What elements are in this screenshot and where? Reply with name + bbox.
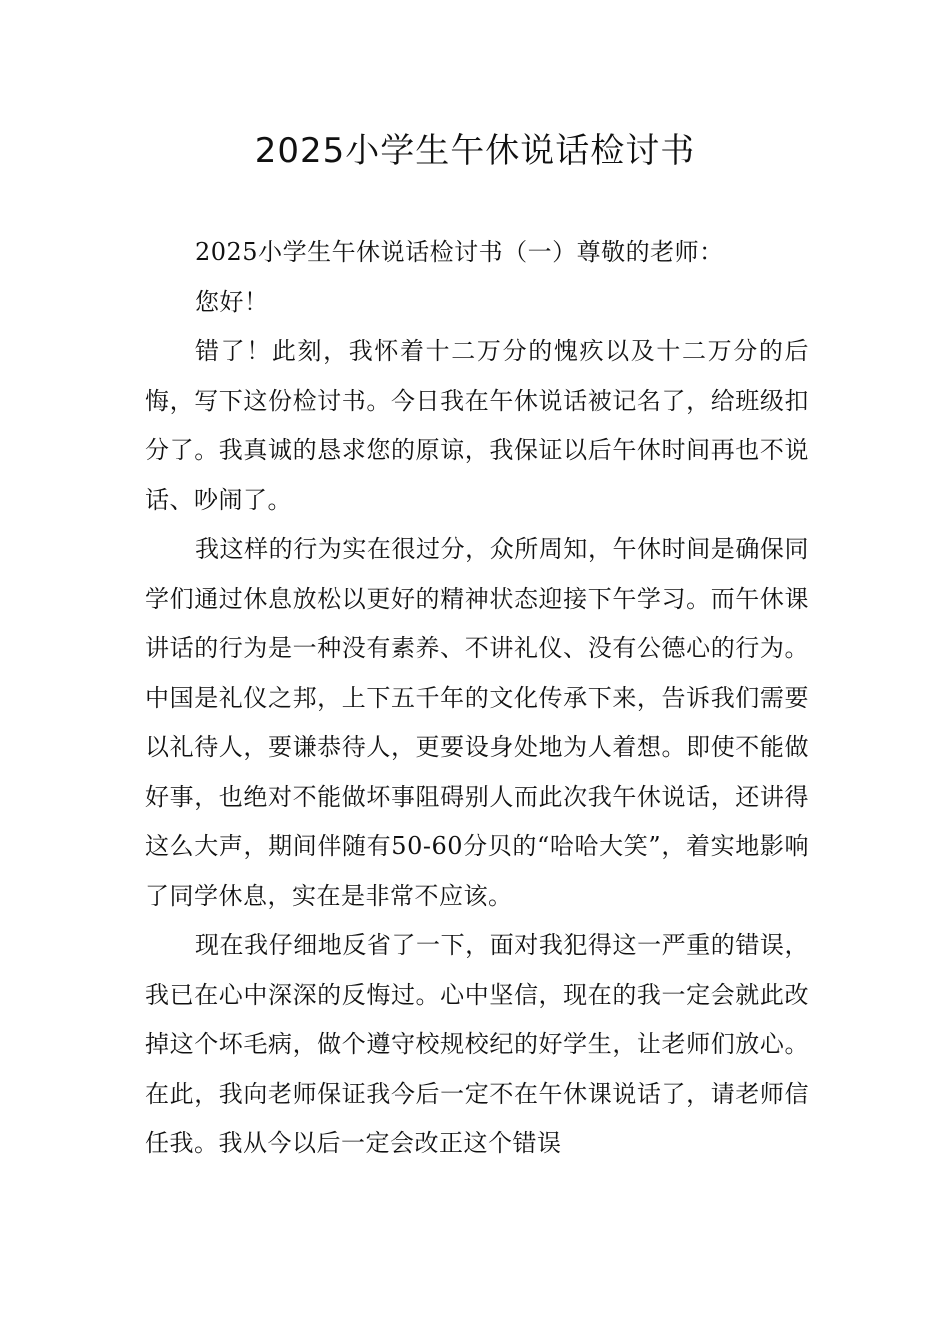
document-title: 2025小学生午休说话检讨书 [254, 131, 696, 171]
paragraph-apology: 错了！此刻，我怀着十二万分的愧疚以及十二万分的后悔，写下这份检讨书。今日我在午休说话被记名了，给班级扣分了。我真诚的恳求您的原谅，我保证以后午休时间再也不说话、吵闹了。 [145, 337, 809, 514]
paragraph-reflection: 我这样的行为实在很过分，众所周知，午休时间是确保同学们通过休息放松以更好的精神状态迎接下午学习。而午休课讲话的行为是一种没有素养、不讲礼仪、没有公德心的行为。中国是礼仪之邦，上下五千年的文化传承下来，告诉我们需要以礼待人，要谦恭待人，更要设身处地为人着想。即使不能做好事，也绝对不能做坏事阻碍别人而此次我午休说话，还讲得这么大声，期间伴随有50-60分贝的“哈哈大笑”，着实地影响了同学休息，实在是非常不应该。 [145, 535, 809, 910]
paragraph-heading: 2025小学生午休说话检讨书（一）尊敬的老师： [195, 238, 724, 266]
paragraph-promise: 现在我仔细地反省了一下，面对我犯得这一严重的错误，我已在心中深深的反悔过。心中坚信，现在的我一定会就此改掉这个坏毛病，做个遵守校规校纪的好学生，让老师们放心。在此，我向老师保证我今后一定不在午休课说话了，请老师信任我。我从今以后一定会改正这个错误 [145, 931, 809, 1157]
document-body [145, 228, 809, 1169]
paragraph-greeting: 您好！ [195, 287, 269, 316]
